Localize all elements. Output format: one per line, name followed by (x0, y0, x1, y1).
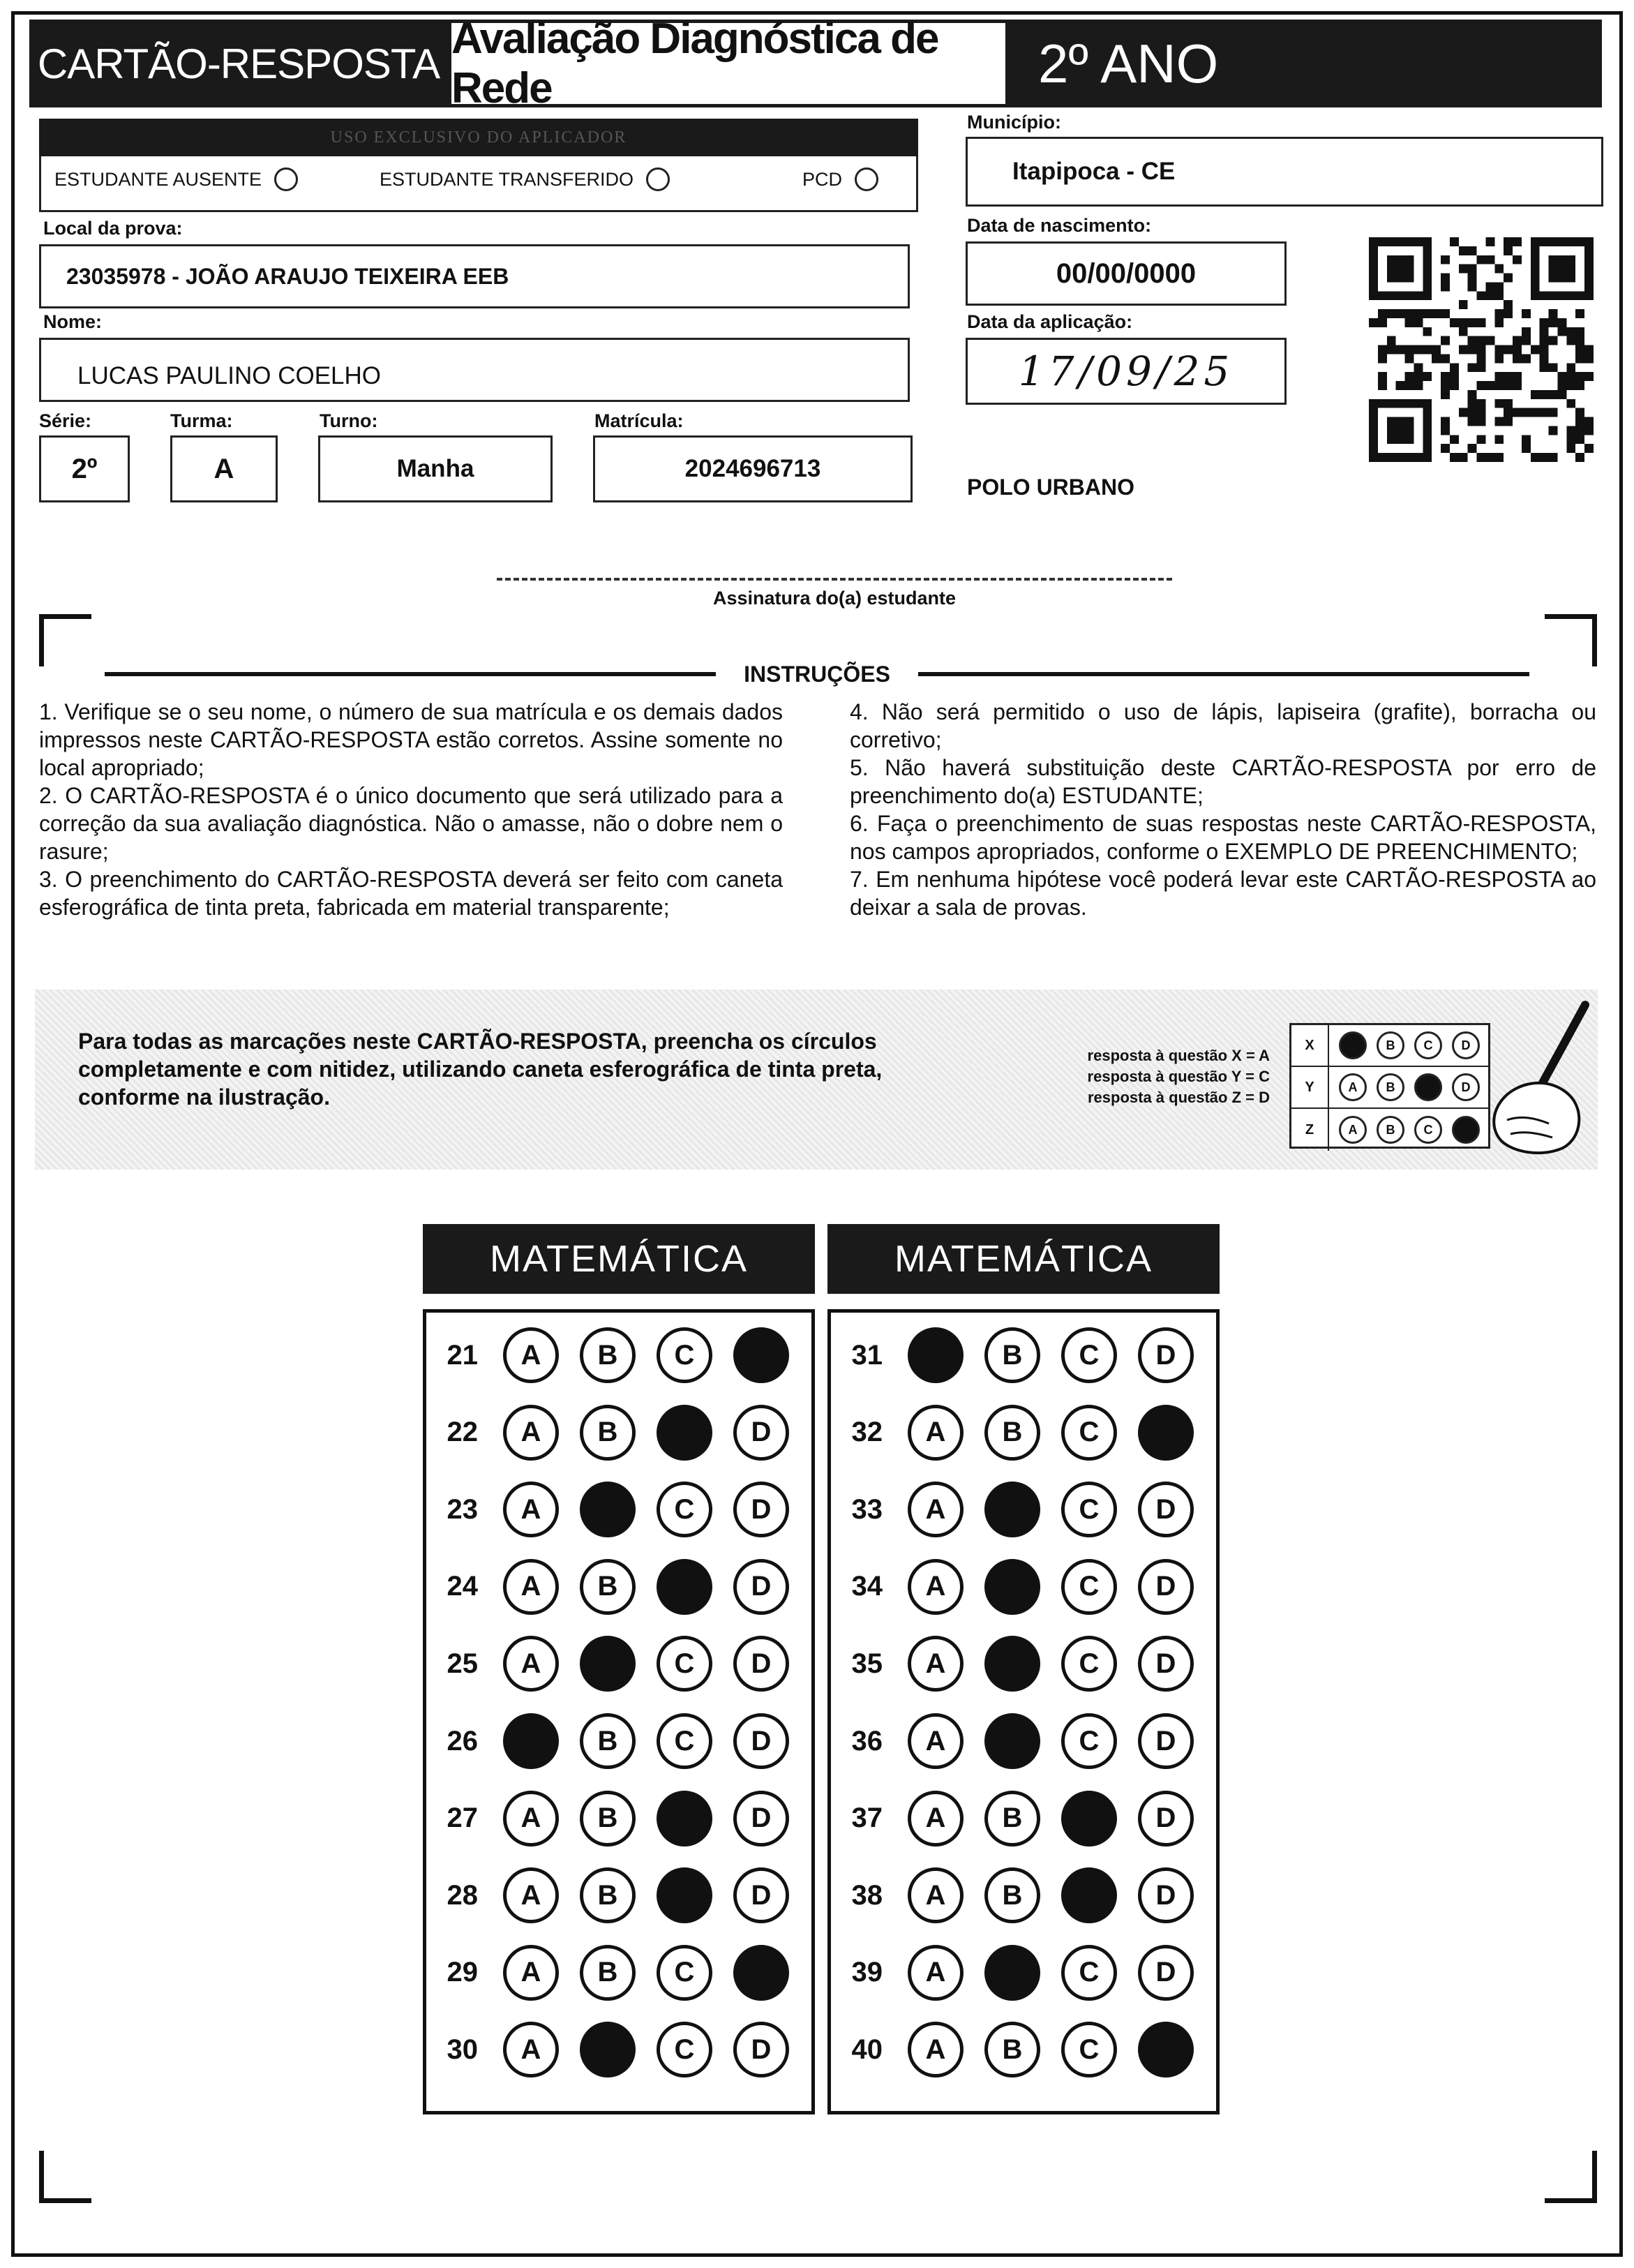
question-row-25 (426, 1632, 789, 1695)
question-row-23 (426, 1478, 789, 1541)
example-bubble-d: D (1452, 1116, 1480, 1144)
example-question: Z (1291, 1109, 1329, 1151)
absent-label: ESTUDANTE AUSENTE (54, 168, 262, 190)
section-2-title: MATEMÁTICA (827, 1224, 1220, 1294)
bubble-38-a[interactable]: A (908, 1867, 964, 1923)
instruction-4: 4. Não será permitido o uso de lápis, lapiseira (grafite), borracha ou corretivo; (850, 699, 1596, 752)
turma-field: A (170, 435, 278, 502)
turno-field: Manha (318, 435, 553, 502)
bubble-24-a[interactable]: A (503, 1559, 559, 1615)
bubble-39-c[interactable]: C (1061, 1945, 1117, 2001)
question-row-34 (831, 1555, 1194, 1618)
bubble-28-b[interactable]: B (580, 1867, 636, 1923)
bubble-25-c[interactable]: C (657, 1636, 712, 1692)
question-row-37 (831, 1787, 1194, 1850)
question-number: 27 (447, 1803, 478, 1834)
question-row-33 (831, 1478, 1194, 1541)
header-exam-title: Avaliação Diagnóstica de Rede (448, 20, 1009, 107)
question-number: 22 (447, 1417, 478, 1448)
instructions-left (39, 698, 783, 921)
example-bubble-c: C (1414, 1073, 1442, 1101)
question-row-35 (831, 1632, 1194, 1695)
question-row-31 (831, 1324, 1194, 1387)
bubble-31-d[interactable]: D (1138, 1327, 1194, 1383)
signature-label: Assinatura do(a) estudante (712, 588, 957, 609)
bubble-34-a[interactable]: A (908, 1559, 964, 1615)
question-row-32 (831, 1401, 1194, 1464)
bubble-25-a[interactable]: A (503, 1636, 559, 1692)
instruction-5: 5. Não haverá substituição deste CARTÃO-RESPOSTA por erro de preenchimento do(a) ESTUDANTE; (850, 755, 1596, 808)
bubble-26-d[interactable]: D (733, 1713, 789, 1769)
bubble-34-b[interactable]: B (984, 1559, 1040, 1615)
example-answers (1033, 1045, 1270, 1108)
bubble-30-d[interactable]: D (733, 2022, 789, 2077)
signature-line[interactable] (497, 578, 1172, 581)
question-number: 39 (851, 1957, 883, 1988)
transferred-option[interactable] (380, 167, 670, 191)
example-bubble-a: A (1339, 1073, 1367, 1101)
bubble-25-d[interactable]: D (733, 1636, 789, 1692)
absent-circle[interactable] (274, 167, 298, 191)
bubble-30-a[interactable]: A (503, 2022, 559, 2077)
bubble-36-b[interactable]: B (984, 1713, 1040, 1769)
section-1-answers (423, 1309, 815, 2114)
example-question: Y (1291, 1067, 1329, 1107)
bubble-22-c[interactable]: C (657, 1405, 712, 1461)
bubble-38-d[interactable]: D (1138, 1867, 1194, 1923)
question-number: 28 (447, 1879, 478, 1911)
question-row-39 (831, 1941, 1194, 2004)
header-grade: 2º ANO (1009, 20, 1602, 107)
bubble-23-d[interactable]: D (733, 1482, 789, 1537)
bubble-39-b[interactable]: B (984, 1945, 1040, 2001)
bubble-24-d[interactable]: D (733, 1559, 789, 1615)
bubble-37-a[interactable]: A (908, 1791, 964, 1847)
matricula-field: 2024696713 (593, 435, 913, 502)
instructions-title: INSTRUÇÕES (744, 661, 890, 687)
bubble-33-d[interactable]: D (1138, 1482, 1194, 1537)
municipio-field: Itapipoca - CE (966, 137, 1603, 207)
bubble-37-c[interactable]: C (1061, 1791, 1117, 1847)
question-number: 38 (851, 1879, 883, 1911)
serie-field: 2º (39, 435, 130, 502)
turma-label: Turma: (170, 410, 233, 431)
bubble-40-c[interactable]: C (1061, 2022, 1117, 2077)
transferred-label: ESTUDANTE TRANSFERIDO (380, 168, 634, 190)
local-label: Local da prova: (43, 218, 183, 239)
corner-top-right (1545, 614, 1597, 666)
section-2-answers (827, 1309, 1220, 2114)
question-row-27 (426, 1787, 789, 1850)
question-row-30 (426, 2018, 789, 2081)
example-bubble-c: C (1414, 1116, 1442, 1144)
transferred-circle[interactable] (646, 167, 670, 191)
example-bubble-a: A (1339, 1031, 1367, 1059)
example-answer-z: resposta à questão Z = D (1087, 1089, 1270, 1106)
question-number: 26 (447, 1725, 478, 1756)
bubble-22-b[interactable]: B (580, 1405, 636, 1461)
question-row-21 (426, 1324, 789, 1387)
question-row-38 (831, 1864, 1194, 1927)
corner-bottom-left (39, 2151, 91, 2203)
nome-label: Nome: (43, 311, 103, 332)
question-row-26 (426, 1710, 789, 1773)
example-bubble-b: B (1377, 1073, 1404, 1101)
question-row-28 (426, 1864, 789, 1927)
header-card-title: CARTÃO-RESPOSTA (29, 20, 448, 107)
pcd-label: PCD (802, 168, 843, 190)
nascimento-label: Data de nascimento: (967, 215, 1152, 236)
bubble-32-a[interactable]: A (908, 1405, 964, 1461)
question-number: 33 (851, 1493, 883, 1525)
nome-field: LUCAS PAULINO COELHO (39, 338, 910, 402)
bubble-31-b[interactable]: B (984, 1327, 1040, 1383)
bubble-33-c[interactable]: C (1061, 1482, 1117, 1537)
example-bubble-d: D (1452, 1073, 1480, 1101)
instruction-1: 1. Verifique se o seu nome, o número de sua matrícula e os demais dados impressos neste CARTÃO-RESPOSTA estão corretos. Assine somente no local apropriado; (39, 699, 783, 780)
question-number: 30 (447, 2034, 478, 2065)
absent-option[interactable] (54, 167, 298, 191)
bubble-28-d[interactable]: D (733, 1867, 789, 1923)
bubble-28-c[interactable]: C (657, 1867, 712, 1923)
bubble-37-d[interactable]: D (1138, 1791, 1194, 1847)
instructions-heading (105, 653, 1529, 695)
bubble-23-a[interactable]: A (503, 1482, 559, 1537)
bubble-35-a[interactable]: A (908, 1636, 964, 1692)
bubble-40-a[interactable]: A (908, 2022, 964, 2077)
municipio-label: Município: (967, 112, 1061, 133)
question-number: 29 (447, 1957, 478, 1988)
question-number: 23 (447, 1493, 478, 1525)
example-bubble-a: A (1339, 1116, 1367, 1144)
bubble-29-b[interactable]: B (580, 1945, 636, 2001)
example-bubble-c: C (1414, 1031, 1442, 1059)
example-question: X (1291, 1025, 1329, 1066)
bubble-32-d[interactable]: D (1138, 1405, 1194, 1461)
bubble-24-c[interactable]: C (657, 1559, 712, 1615)
bubble-35-b[interactable]: B (984, 1636, 1040, 1692)
bubble-27-a[interactable]: A (503, 1791, 559, 1847)
question-number: 31 (851, 1339, 883, 1371)
bubble-37-b[interactable]: B (984, 1791, 1040, 1847)
bubble-36-c[interactable]: C (1061, 1713, 1117, 1769)
bubble-29-c[interactable]: C (657, 1945, 712, 2001)
example-text: Para todas as marcações neste CARTÃO-RESPOSTA, preencha os círculos completamente e com nitidez, utilizando caneta esferográfica de tinta preta, conforme na ilustração. (78, 1029, 883, 1110)
question-number: 32 (851, 1417, 883, 1448)
aplicacao-label: Data da aplicação: (967, 311, 1133, 332)
bubble-23-b[interactable]: B (580, 1482, 636, 1537)
bubble-27-b[interactable]: B (580, 1791, 636, 1847)
local-field: 23035978 - JOÃO ARAUJO TEIXEIRA EEB (39, 244, 910, 308)
pcd-circle[interactable] (855, 167, 878, 191)
bubble-21-b[interactable]: B (580, 1327, 636, 1383)
bubble-38-c[interactable]: C (1061, 1867, 1117, 1923)
nascimento-field: 00/00/0000 (966, 241, 1287, 306)
bubble-29-a[interactable]: A (503, 1945, 559, 2001)
bubble-21-d[interactable]: D (733, 1327, 789, 1383)
instruction-6: 6. Faça o preenchimento de suas respostas neste CARTÃO-RESPOSTA, nos campos apropriados, conforme o EXEMPLO DE PREENCHIMENTO; (850, 811, 1596, 864)
qr-code (1369, 237, 1594, 462)
bubble-36-d[interactable]: D (1138, 1713, 1194, 1769)
bubble-26-c[interactable]: C (657, 1713, 712, 1769)
bubble-29-d[interactable]: D (733, 1945, 789, 2001)
bubble-35-c[interactable]: C (1061, 1636, 1117, 1692)
bubble-31-a[interactable]: A (908, 1327, 964, 1383)
bubble-27-c[interactable]: C (657, 1791, 712, 1847)
turno-label: Turno: (320, 410, 378, 431)
bubble-26-a[interactable]: A (503, 1713, 559, 1769)
bubble-24-b[interactable]: B (580, 1559, 636, 1615)
bubble-30-c[interactable]: C (657, 2022, 712, 2077)
bubble-34-d[interactable]: D (1138, 1559, 1194, 1615)
bubble-31-c[interactable]: C (1061, 1327, 1117, 1383)
instruction-2: 2. O CARTÃO-RESPOSTA é o único documento que será utilizado para a correção da sua avaliação diagnóstica. Não o amasse, não o dobre nem o rasure; (39, 783, 783, 864)
bubble-21-a[interactable]: A (503, 1327, 559, 1383)
example-bubble-b: B (1377, 1031, 1404, 1059)
question-number: 35 (851, 1648, 883, 1679)
question-number: 24 (447, 1571, 478, 1602)
bubble-27-d[interactable]: D (733, 1791, 789, 1847)
aplicacao-field: 17/09/25 (966, 338, 1287, 405)
bubble-39-d[interactable]: D (1138, 1945, 1194, 2001)
bubble-38-b[interactable]: B (984, 1867, 1040, 1923)
bubble-33-a[interactable]: A (908, 1482, 964, 1537)
bubble-23-c[interactable]: C (657, 1482, 712, 1537)
example-answer-y: resposta à questão Y = C (1087, 1068, 1270, 1085)
instruction-3: 3. O preenchimento do CARTÃO-RESPOSTA deverá ser feito com caneta esferográfica de tinta preta, fabricada em material transparente; (39, 867, 783, 920)
bubble-32-c[interactable]: C (1061, 1405, 1117, 1461)
example-bubble-b: B (1377, 1116, 1404, 1144)
corner-bottom-right (1545, 2151, 1597, 2203)
corner-top-left (39, 614, 91, 666)
question-number: 37 (851, 1803, 883, 1834)
bubble-28-a[interactable]: A (503, 1867, 559, 1923)
pcd-option[interactable] (802, 167, 878, 191)
instructions-right (850, 698, 1596, 921)
pen-hand-illustration (1458, 998, 1598, 1158)
bubble-35-d[interactable]: D (1138, 1636, 1194, 1692)
question-number: 25 (447, 1648, 478, 1679)
bubble-39-a[interactable]: A (908, 1945, 964, 2001)
bubble-22-d[interactable]: D (733, 1405, 789, 1461)
bubble-34-c[interactable]: C (1061, 1559, 1117, 1615)
question-number: 40 (851, 2034, 883, 2065)
matricula-label: Matrícula: (594, 410, 684, 431)
bubble-40-b[interactable]: B (984, 2022, 1040, 2077)
instruction-7: 7. Em nenhuma hipótese você poderá levar este CARTÃO-RESPOSTA ao deixar a sala de provas. (850, 867, 1596, 920)
example-bubble-d: D (1452, 1031, 1480, 1059)
question-number: 34 (851, 1571, 883, 1602)
section-1-title: MATEMÁTICA (423, 1224, 815, 1294)
question-row-22 (426, 1401, 789, 1464)
bubble-33-b[interactable]: B (984, 1482, 1040, 1537)
question-row-29 (426, 1941, 789, 2004)
bubble-32-b[interactable]: B (984, 1405, 1040, 1461)
example-answer-x: resposta à questão X = A (1087, 1047, 1270, 1064)
question-row-40 (831, 2018, 1194, 2081)
bubble-36-a[interactable]: A (908, 1713, 964, 1769)
bubble-40-d[interactable]: D (1138, 2022, 1194, 2077)
question-number: 36 (851, 1725, 883, 1756)
question-row-24 (426, 1555, 789, 1618)
bubble-26-b[interactable]: B (580, 1713, 636, 1769)
question-row-36 (831, 1710, 1194, 1773)
applicator-bar: USO EXCLUSIVO DO APLICADOR (39, 119, 918, 156)
bubble-25-b[interactable]: B (580, 1636, 636, 1692)
serie-label: Série: (39, 410, 92, 431)
bubble-30-b[interactable]: B (580, 2022, 636, 2077)
polo-label: POLO URBANO (967, 475, 1134, 500)
bubble-22-a[interactable]: A (503, 1405, 559, 1461)
bubble-21-c[interactable]: C (657, 1327, 712, 1383)
question-number: 21 (447, 1339, 478, 1371)
